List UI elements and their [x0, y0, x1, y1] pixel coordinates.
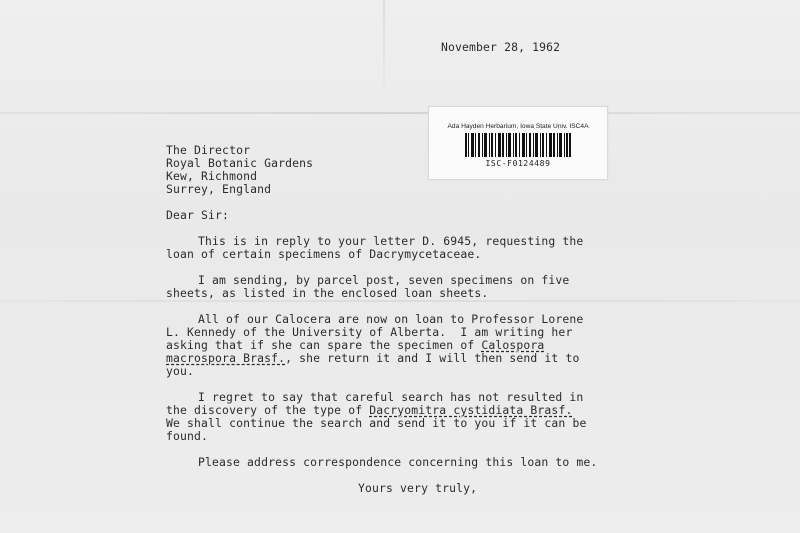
species-name: macrospora Brasf.	[166, 351, 286, 365]
letter-date: November 28, 1962	[441, 40, 561, 54]
barcode-number: ISC-F0124489	[485, 159, 551, 168]
body-line	[166, 351, 579, 365]
fold-line	[0, 112, 800, 114]
herbarium-label	[428, 106, 608, 180]
body-text: the discovery of the type of	[166, 403, 370, 417]
body-line: found.	[166, 429, 209, 443]
barcode-graphic	[465, 133, 571, 157]
species-name: Calospora	[481, 338, 545, 352]
body-line: sheets, as listed in the enclosed loan sheets.	[166, 286, 489, 300]
body-line: L. Kennedy of the University of Alberta. I am writing her	[166, 325, 573, 339]
herbarium-label-title: Ada Hayden Herbarium, Iowa State Univ. ISC4A	[447, 123, 589, 130]
recipient-line: Royal Botanic Gardens	[166, 156, 314, 170]
body-line: I regret to say that careful search has not resulted in	[198, 390, 584, 404]
fold-line	[0, 300, 800, 302]
body-line: Please address correspondence concerning this loan to me.	[198, 455, 598, 469]
recipient-line: Surrey, England	[166, 182, 272, 196]
body-line: you.	[166, 364, 195, 378]
body-line	[166, 338, 544, 352]
recipient-line: Kew, Richmond	[166, 169, 258, 183]
body-line: This is in reply to your letter D. 6945, requesting the	[198, 234, 584, 248]
body-line: All of our Calocera are now on loan to Professor Lorene	[198, 312, 584, 326]
body-line: We shall continue the search and send it to you if it can be	[166, 416, 587, 430]
body-line: I am sending, by parcel post, seven specimens on five	[198, 273, 570, 287]
salutation: Dear Sir:	[166, 208, 230, 222]
body-line: loan of certain specimens of Dacrymycetaceae.	[166, 247, 482, 261]
body-text: , she return it and I will then send it to	[285, 351, 580, 365]
body-line	[166, 403, 572, 417]
body-text: asking that if she can spare the specimen of	[166, 338, 482, 352]
crease-line	[383, 0, 385, 110]
species-name: Dacryomitra cystidiata Brasf.	[369, 403, 573, 417]
closing: Yours very truly,	[358, 481, 478, 495]
recipient-line: The Director	[166, 143, 251, 157]
